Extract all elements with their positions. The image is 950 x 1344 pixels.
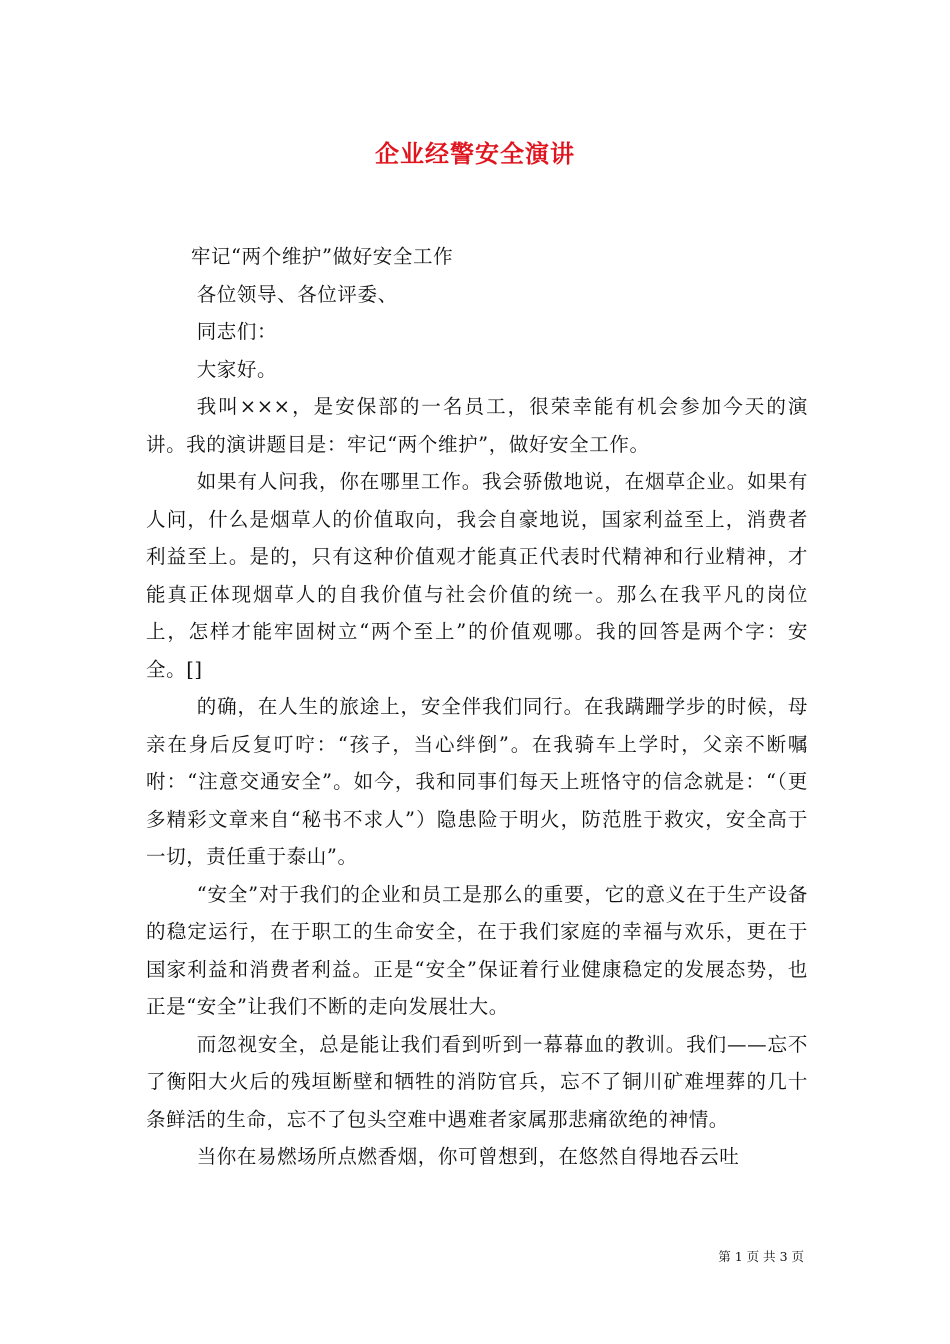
- document-title: 企业经警安全演讲: [375, 139, 575, 168]
- greeting-comrades: 同志们：: [196, 320, 278, 343]
- paragraph-lessons: 而忽视安全，总是能让我们看到听到一幕幕血的教训。我们——忘不了衡阳大火后的残垣断壁和牺牲的消防官兵，忘不了铜川矿难埋葬的几十条鲜活的生命，忘不了包头空难中遇难者家属那悲痛欲绝的神情。: [146, 1032, 808, 1131]
- paragraph-smoking: 当你在易燃场所点燃香烟，你可曾想到，在悠然自得地吞云吐: [196, 1145, 740, 1168]
- page-number: 第 1 页 共 3 页: [718, 1249, 804, 1264]
- paragraph-values: 如果有人问我，你在哪里工作。我会骄傲地说，在烟草企业。如果有人问，什么是烟草人的价值取向，我会自豪地说，国家利益至上，消费者利益至上。是的，只有这种价值观才能真正代表时代精神和行业精神，才能真正体现烟草人的自我价值与社会价值的统一。那么在我平凡的岗位上，怎样才能牢固树立“两个至上”的价值观哪。我的回答是两个字：安全。[]: [146, 470, 808, 681]
- paragraph-journey: 的确，在人生的旅途上，安全伴我们同行。在我蹒跚学步的时候，母亲在身后反复叮咛：“孩子，当心绊倒”。在我骑车上学时，父亲不断嘱咐：“注意交通安全”。如今，我和同事们每天上班恪守的信念就是：“（更多精彩文章来自“秘书不求人”）隐患险于明火，防范胜于救灾，安全高于一切，责任重于泰山”。: [146, 695, 808, 868]
- paragraph-intro: 我叫×××，是安保部的一名员工，很荣幸能有机会参加今天的演讲。我的演讲题目是：牢记“两个维护”，做好安全工作。: [146, 395, 808, 456]
- greeting-leaders: 各位领导、各位评委、: [196, 282, 398, 306]
- speech-subtitle: 牢记“两个维护”做好安全工作: [190, 245, 454, 268]
- document-body: [146, 238, 808, 1176]
- greeting-hello: 大家好。: [196, 357, 278, 381]
- paragraph-importance: “安全”对于我们的企业和员工是那么的重要，它的意义在于生产设备的稳定运行，在于职工的生命安全，在于我们家庭的幸福与欢乐，更在于国家利益和消费者利益。正是“安全”保证着行业健康稳定的发展态势，也正是“安全”让我们不断的走向发展壮大。: [146, 882, 808, 1018]
